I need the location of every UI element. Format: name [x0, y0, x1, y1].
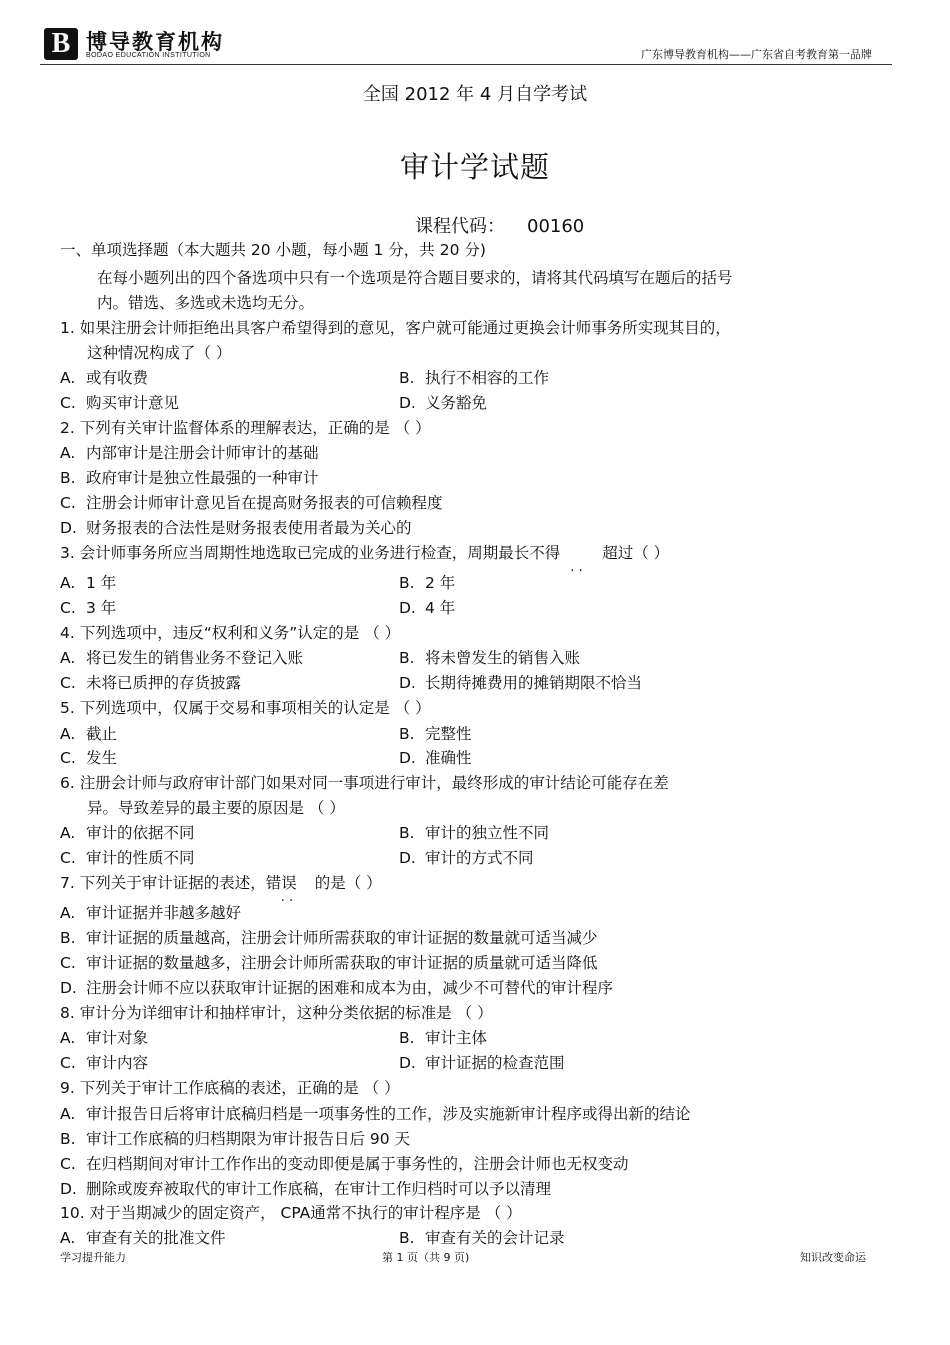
question-stem: 这种情况构成了（ ）	[87, 344, 232, 362]
page-number: 第 1 页（共 9 页)	[382, 1251, 470, 1264]
option-b: B. 完整性	[399, 725, 472, 743]
header-divider	[40, 64, 892, 65]
course-code	[415, 212, 584, 238]
page-title: 审计学试题	[399, 150, 550, 184]
question-stem: 4. 下列选项中，违反“权利和义务”认定的是 （ ）	[60, 624, 401, 642]
section-heading: 一、单项选择题（本大题共 20 小题，每小题 1 分，共 20 分)	[60, 241, 486, 259]
option-d: D. 财务报表的合法性是财务报表使用者最为关心的	[60, 519, 412, 537]
page-header	[40, 22, 892, 66]
option-b: B. 审计主体	[399, 1029, 488, 1047]
option-a: A. 审计的依据不同	[60, 824, 195, 842]
option-c: C. 3 年	[60, 599, 117, 617]
option-b: B. 审计的独立性不同	[399, 824, 550, 842]
question-stem: 2. 下列有关审计监督体系的理解表达，正确的是 （ ）	[60, 419, 431, 437]
question-stem: 6. 注册会计师与政府审计部门如果对同一事项进行审计，最终形成的审计结论可能存在差	[60, 774, 669, 792]
option-b: B. 审查有关的会计记录	[399, 1229, 565, 1247]
question-stem: 异。导致差异的最主要的原因是 （ ）	[87, 799, 345, 817]
option-c: C. 在归档期间对审计工作作出的变动即便是属于事务性的，注册会计师也无权变动	[60, 1155, 629, 1173]
question-stem: 5. 下列选项中，仅属于交易和事项相关的认定是 （ ）	[60, 699, 431, 717]
option-d: D. 注册会计师不应以获取审计证据的困难和成本为由，减少不可替代的审计程序	[60, 979, 614, 997]
option-a: A. 截止	[60, 725, 118, 743]
option-d: D. 准确性	[399, 749, 472, 767]
option-c: C. 审计内容	[60, 1054, 149, 1072]
option-a: A. 1 年	[60, 574, 117, 592]
option-a: A. 或有收费	[60, 369, 149, 387]
option-b: B. 将未曾发生的销售入账	[399, 649, 581, 667]
option-b: B. 2 年	[399, 574, 456, 592]
option-a: A. 审查有关的批准文件	[60, 1229, 226, 1247]
option-b: B. 审计工作底稿的归档期限为审计报告日后 90 天	[60, 1130, 411, 1148]
logo-name: 博导教育机构	[86, 29, 224, 54]
option-b: B. 审计证据的质量越高，注册会计师所需获取的审计证据的数量就可适当减少	[60, 929, 598, 947]
footer-left: 学习提升能力	[60, 1251, 126, 1264]
logo-mark: B	[44, 28, 78, 60]
question-stem: 8. 审计分为详细审计和抽样审计，这种分类依据的标准是 （ ）	[60, 1004, 493, 1022]
option-c: C. 审计的性质不同	[60, 849, 195, 867]
option-b: B. 政府审计是独立性最强的一种审计	[60, 469, 319, 487]
option-d: D. 审计证据的检查范围	[399, 1054, 565, 1072]
question-stem: 3. 会计师事务所应当周期性地选取已完成的业务进行检查，周期最长不得 · · 超过（ ）	[60, 544, 670, 579]
option-c: C. 发生	[60, 749, 118, 767]
option-c: C. 审计证据的数量越多，注册会计师所需获取的审计证据的质量就可适当降低	[60, 954, 598, 972]
section-instruction: 在每小题列出的四个备选项中只有一个选项是符合题目要求的，请将其代码填写在题后的括号	[97, 269, 733, 287]
option-a: A. 内部审计是注册会计师审计的基础	[60, 444, 319, 462]
course-code-label: 课程代码：	[415, 216, 505, 237]
footer-right: 知识改变命运	[800, 1251, 866, 1264]
question-stem: 7. 下列关于审计证据的表述，错误 · · 的是（ ）	[60, 874, 382, 909]
option-d: D. 审计的方式不同	[399, 849, 534, 867]
option-c: C. 购买审计意见	[60, 394, 180, 412]
option-c: C. 注册会计师审计意见旨在提高财务报表的可信赖程度	[60, 494, 443, 512]
section-instruction: 内。错选、多选或未选均无分。	[97, 294, 315, 312]
header-slogan: 广东博导教育机构——广东省自考教育第一品牌	[641, 48, 872, 61]
option-b: B. 执行不相容的工作	[399, 369, 550, 387]
option-a: A. 审计对象	[60, 1029, 149, 1047]
option-c: C. 未将已质押的存货披露	[60, 674, 242, 692]
question-stem: 9. 下列关于审计工作底稿的表述，正确的是 （ ）	[60, 1079, 400, 1097]
option-d: D. 4 年	[399, 599, 456, 617]
exam-session: 全国 2012 年 4 月自学考试	[362, 84, 588, 105]
course-code-value: 00160	[527, 216, 585, 237]
question-stem: 1. 如果注册会计师拒绝出具客户希望得到的意见，客户就可能通过更换会计师事务所实现其目的，	[60, 319, 731, 337]
option-a: A. 审计证据并非越多越好	[60, 904, 242, 922]
logo	[44, 24, 274, 64]
logo-subtitle: BODAO EDUCATION INSTITUTION	[86, 52, 211, 59]
question-stem: 10. 对于当期减少的固定资产， CPA通常不执行的审计程序是 （ ）	[60, 1204, 522, 1222]
option-d: D. 义务豁免	[399, 394, 488, 412]
option-a: A. 审计报告日后将审计底稿归档是一项事务性的工作，涉及实施新审计程序或得出新的结论	[60, 1105, 691, 1123]
option-a: A. 将已发生的销售业务不登记入账	[60, 649, 304, 667]
option-d: D. 删除或废弃被取代的审计工作底稿，在审计工作归档时可以予以清理	[60, 1180, 552, 1198]
option-d: D. 长期待摊费用的摊销期限不恰当	[399, 674, 643, 692]
